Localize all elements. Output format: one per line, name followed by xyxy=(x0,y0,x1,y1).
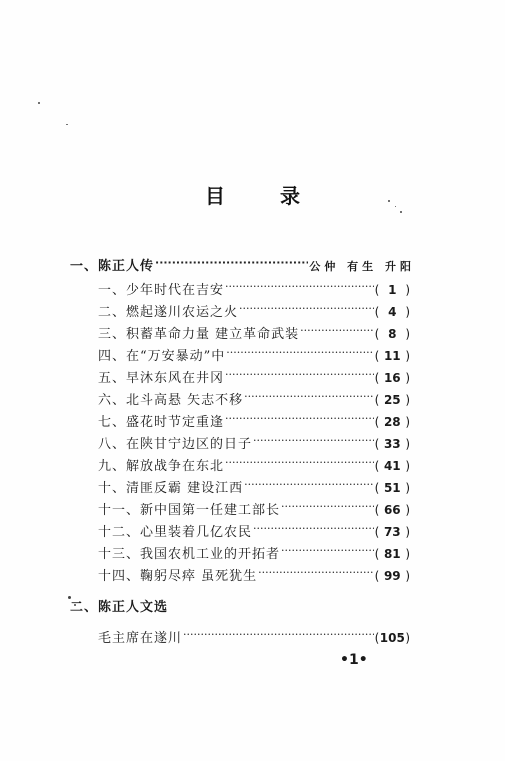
toc-entry xyxy=(98,432,410,453)
toc-entry-page: ( 1 ) xyxy=(374,283,410,297)
toc-entry-page: ( 41 ) xyxy=(374,459,410,473)
toc-entry-page: ( 51 ) xyxy=(374,481,410,495)
dot-leader xyxy=(244,388,373,404)
toc-entry xyxy=(98,564,410,585)
section-label: 一、陈正人传 xyxy=(70,259,155,274)
toc-entry-page: ( 16 ) xyxy=(374,371,410,385)
section-authors: 公仲 有生 升阳 xyxy=(309,260,415,273)
toc-entry-title: 十、清匪反霸 建设江西 xyxy=(98,481,244,496)
toc-entry xyxy=(98,366,410,387)
toc-entry xyxy=(98,476,410,497)
dot-leader xyxy=(253,520,374,536)
dot-leader xyxy=(281,498,374,514)
scan-speck xyxy=(38,102,40,104)
toc-entry-page: ( 66 ) xyxy=(374,503,410,517)
scan-speck xyxy=(68,596,71,599)
dot-leader xyxy=(300,322,373,338)
toc-entry xyxy=(98,278,410,299)
dot-leader xyxy=(183,626,374,642)
toc-entry-page: ( 25 ) xyxy=(374,393,410,407)
dot-leader xyxy=(225,366,374,382)
toc-entry-title: 二、燃起遂川农运之火 xyxy=(98,305,239,320)
toc-entry xyxy=(98,626,410,647)
dot-leader xyxy=(258,564,373,580)
section-heading xyxy=(70,600,415,616)
dot-leader xyxy=(239,300,374,316)
toc-entry-page: (105) xyxy=(374,631,410,645)
toc-entry xyxy=(98,410,410,431)
toc-entry-title: 六、北斗高悬 矢志不移 xyxy=(98,393,244,408)
toc-entry xyxy=(98,300,410,321)
dot-leader xyxy=(244,476,373,492)
toc-entry xyxy=(98,542,410,563)
toc-entry-page: ( 11 ) xyxy=(374,349,410,363)
dot-leader xyxy=(281,542,374,558)
toc-entry-title: 十二、心里装着几亿农民 xyxy=(98,525,253,540)
toc-entry-title: 七、盛花时节定重逢 xyxy=(98,415,225,430)
toc-entry-page: ( 73 ) xyxy=(374,525,410,539)
toc-entry-page: ( 81 ) xyxy=(374,547,410,561)
dot-leader xyxy=(253,432,374,448)
dot-leader xyxy=(226,344,373,360)
section-heading xyxy=(70,254,415,275)
toc-entry-title: 三、积蓄革命力量 建立革命武装 xyxy=(98,327,300,342)
dot-leader xyxy=(225,410,374,426)
toc-entry-title: 十一、新中国第一任建工部长 xyxy=(98,503,281,518)
toc-entry xyxy=(98,454,410,475)
toc-entry-page: ( 33 ) xyxy=(374,437,410,451)
page-title: 目 录 xyxy=(205,184,324,208)
toc-entry-page: ( 28 ) xyxy=(374,415,410,429)
toc-entry xyxy=(98,498,410,519)
section-label: 二、陈正人文选 xyxy=(70,600,169,615)
toc-entry-page: ( 8 ) xyxy=(374,327,410,341)
toc-entry xyxy=(98,344,410,365)
dot-leader xyxy=(155,254,308,270)
toc-entry-title: 毛主席在遂川 xyxy=(98,631,183,646)
toc-entry-title: 十三、我国农机工业的开拓者 xyxy=(98,547,281,562)
scan-speck xyxy=(400,211,402,213)
toc-entry-page: ( 4 ) xyxy=(374,305,410,319)
toc-entry-page: ( 99 ) xyxy=(374,569,410,583)
dot-leader xyxy=(225,278,374,294)
toc-entry-title: 八、在陕甘宁边区的日子 xyxy=(98,437,253,452)
toc-entry xyxy=(98,520,410,541)
toc-entry xyxy=(98,322,410,343)
toc-entry-title: 五、早沐东风在井冈 xyxy=(98,371,225,386)
toc-entry-title: 四、在“万安暴动”中 xyxy=(98,349,226,364)
toc-entry-title: 十四、鞠躬尽瘁 虽死犹生 xyxy=(98,569,258,584)
dot-leader xyxy=(225,454,374,470)
toc-entry-title: 一、少年时代在吉安 xyxy=(98,283,225,298)
toc-entry-title: 九、解放战争在东北 xyxy=(98,459,225,474)
page-number: •1• xyxy=(340,652,368,668)
scan-speck xyxy=(66,124,68,125)
toc-entry xyxy=(98,388,410,409)
